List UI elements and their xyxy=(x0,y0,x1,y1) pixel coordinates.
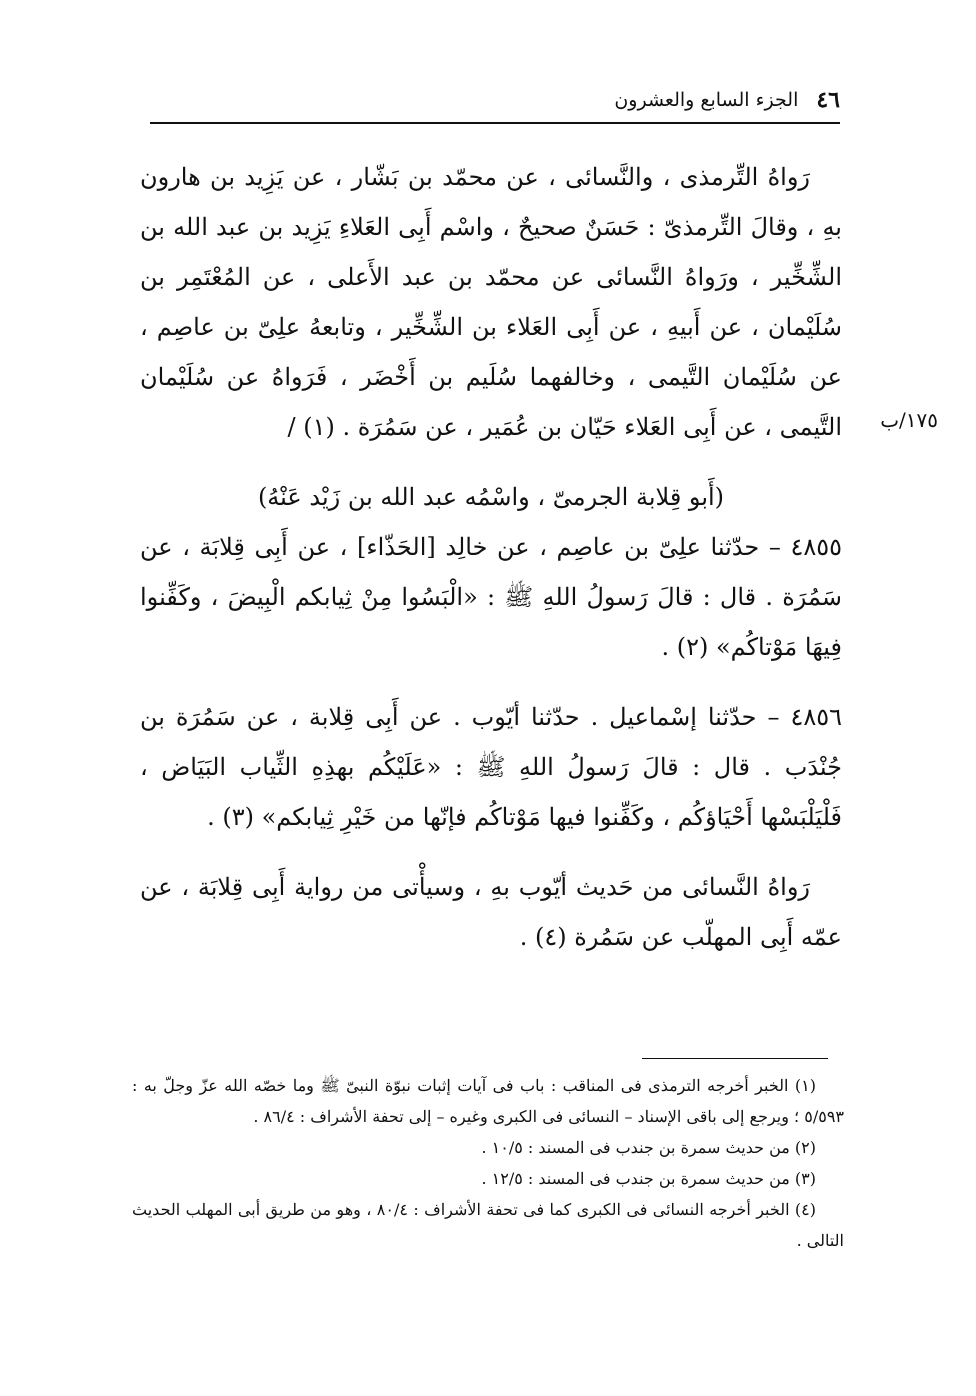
paragraph-transmission: رَواهُ التِّرمذى ، والنَّسائى ، عن محمّد بن بَشّار ، عن يَزِيد بن هارون بهِ ، وقالَ التِّرمذىّ : حَسَنٌ صحيحٌ ، واسْم أَبِى العَلاءِ يَزِيد بن عبد الله بن الشِّخِّير ، ورَواهُ النَّسائى عن محمّد بن عبد الأَعلى ، عن المُعْتَمِر بن سُلَيْمان ، عن أَبيهِ ، عن أَبِى العَلاء بن الشِّخِّير ، وتابعهُ علِىّ بن عاصِم ، عن سُلَيْمان التَّيمى ، وخالفهما سُلَيم بن أَخْضَر ، فَرَواهُ عن سُلَيْمان التَّيمى ، عن أَبِى العَلاء حَيّان بن عُمَير ، عن سَمُرَة . (١) / xyxy=(140,163,842,441)
footnote-1: (١) الخبر أخرجه الترمذى فى المناقب : باب فى آيات إثبات نبوّة النبىّ ﷺ وما خصّه الله عزّ وجلّ به : ٥/٥٩٣ ؛ ويرجع إلى باقى الإسناد – النسائى فى الكبرى وغيره – إلى تحفة الأشراف : ٨٦/٤ . xyxy=(132,1076,844,1126)
running-title: الجزء السابع والعشرون xyxy=(614,89,799,111)
footnote-2: (٢) من حديث سمرة بن جندب فى المسند : ١٠/٥ . xyxy=(481,1138,816,1157)
hadith-4855: ٤٨٥٥ – حدّثنا علِىّ بن عاصِم ، عن خالِد [الحَذّاء] ، عن أَبِى قِلابَة ، عن سَمُرَة . قال : قالَ رَسولُ اللهِ ﷺ : «الْبَسُوا مِنْ ثِيابكم الْبِيضَ ، وكَفِّنوا فِيهَا مَوْتاكُم» (٢) . xyxy=(140,533,842,661)
main-text xyxy=(140,152,842,962)
paragraph-narration: رَواهُ النَّسائى من حَديث أيّوب بهِ ، وسيأْتى من رواية أَبِى قِلابَة ، عن عمّه أَبِى المهلّب عن سَمُرة (٤) . xyxy=(140,873,842,951)
hadith-4856: ٤٨٥٦ – حدّثنا إسْماعيل . حدّثنا أيّوب . عن أَبِى قِلابة ، عن سَمُرَة بن جُنْدَب . قال : قالَ رَسولُ اللهِ ﷺ : «عَلَيْكُم بهذِهِ الثِّياب البَيَاض ، فَلْيَلْبَسْها أَحْيَاؤكُم ، وكَفِّنوا فيها مَوْتاكُم فإنّها من خَيْرِ ثِيابكم» (٣) . xyxy=(140,703,842,831)
header-rule xyxy=(150,122,840,124)
page-number: ٤٦ xyxy=(816,87,840,113)
footnote-4: (٤) الخبر أخرجه النسائى فى الكبرى كما فى تحفة الأشراف : ٨٠/٤ ، وهو من طريق أبى المهلب الحديث التالى . xyxy=(132,1200,844,1250)
footnote-3: (٣) من حديث سمرة بن جندب فى المسند : ١٢/٥ . xyxy=(481,1169,816,1188)
page-header xyxy=(150,82,840,118)
section-heading: (أَبو قِلابة الجرمىّ ، واسْمُه عبد الله بن زَيْد عَنْهُ) xyxy=(257,483,725,511)
footnote-rule xyxy=(642,1058,828,1059)
footnotes xyxy=(132,1070,844,1256)
margin-folio-note: ١٧٥/ب xyxy=(880,408,938,432)
